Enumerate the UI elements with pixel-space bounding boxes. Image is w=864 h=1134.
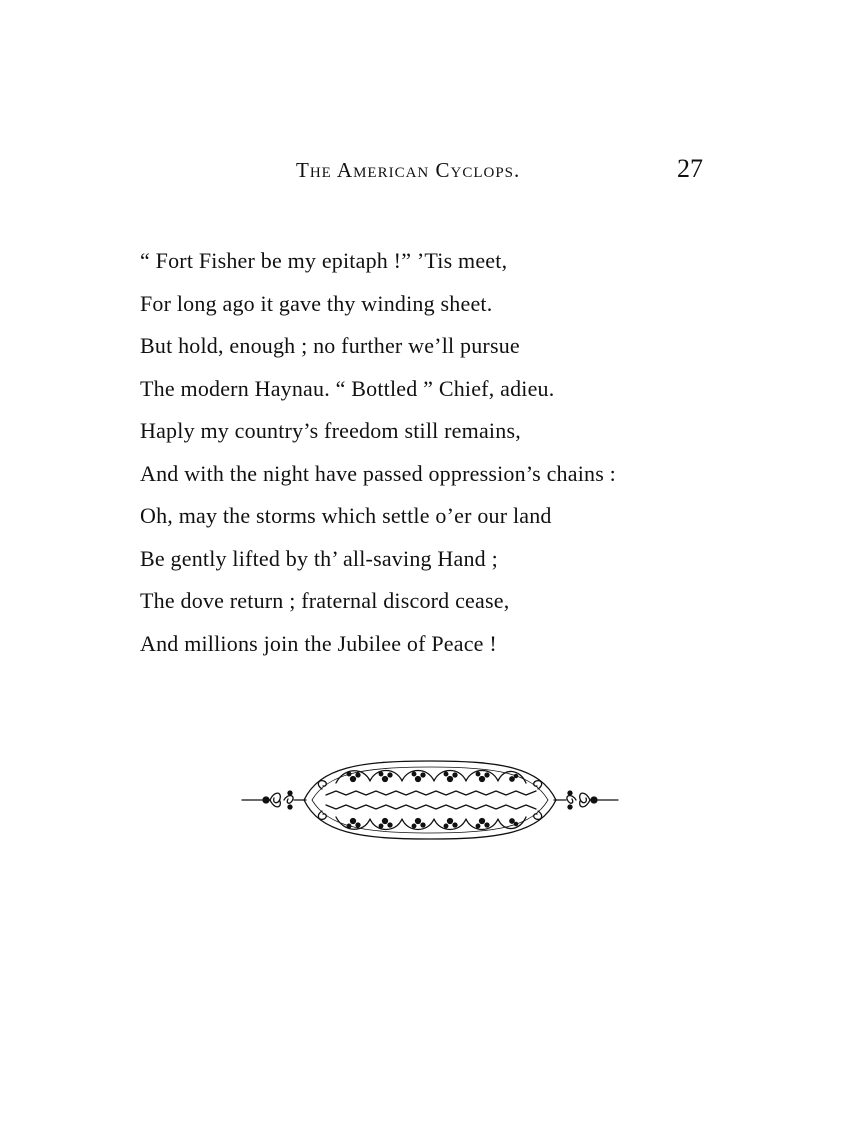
poem-line: Be gently lifted by th’ all-saving Hand ; bbox=[140, 545, 498, 571]
poem-line: And millions join the Jubilee of Peace ! bbox=[140, 630, 497, 656]
running-head-title bbox=[296, 158, 520, 183]
poem-line: “ Fort Fisher be my epitaph !” ’Tis meet, bbox=[140, 248, 508, 273]
poem-line: The modern Haynau. “ Bottled ” Chief, adieu. bbox=[140, 375, 555, 401]
running-head-text: The American Cyclops. bbox=[296, 158, 521, 182]
poem-line: For long ago it gave thy winding sheet. bbox=[140, 290, 493, 316]
poem-line: But hold, enough ; no further we’ll pursue bbox=[140, 333, 520, 358]
poem-stanza bbox=[140, 240, 740, 665]
floral-tailpiece-icon bbox=[240, 755, 620, 845]
poem-line: Oh, may the storms which settle o’er our land bbox=[140, 503, 552, 528]
poem-line: The dove return ; fraternal discord cease, bbox=[140, 588, 510, 613]
page-number: 27 bbox=[677, 154, 703, 183]
poem-line: And with the night have passed oppression’s chains : bbox=[140, 460, 616, 486]
poem-line: Haply my country’s freedom still remains, bbox=[140, 418, 521, 443]
